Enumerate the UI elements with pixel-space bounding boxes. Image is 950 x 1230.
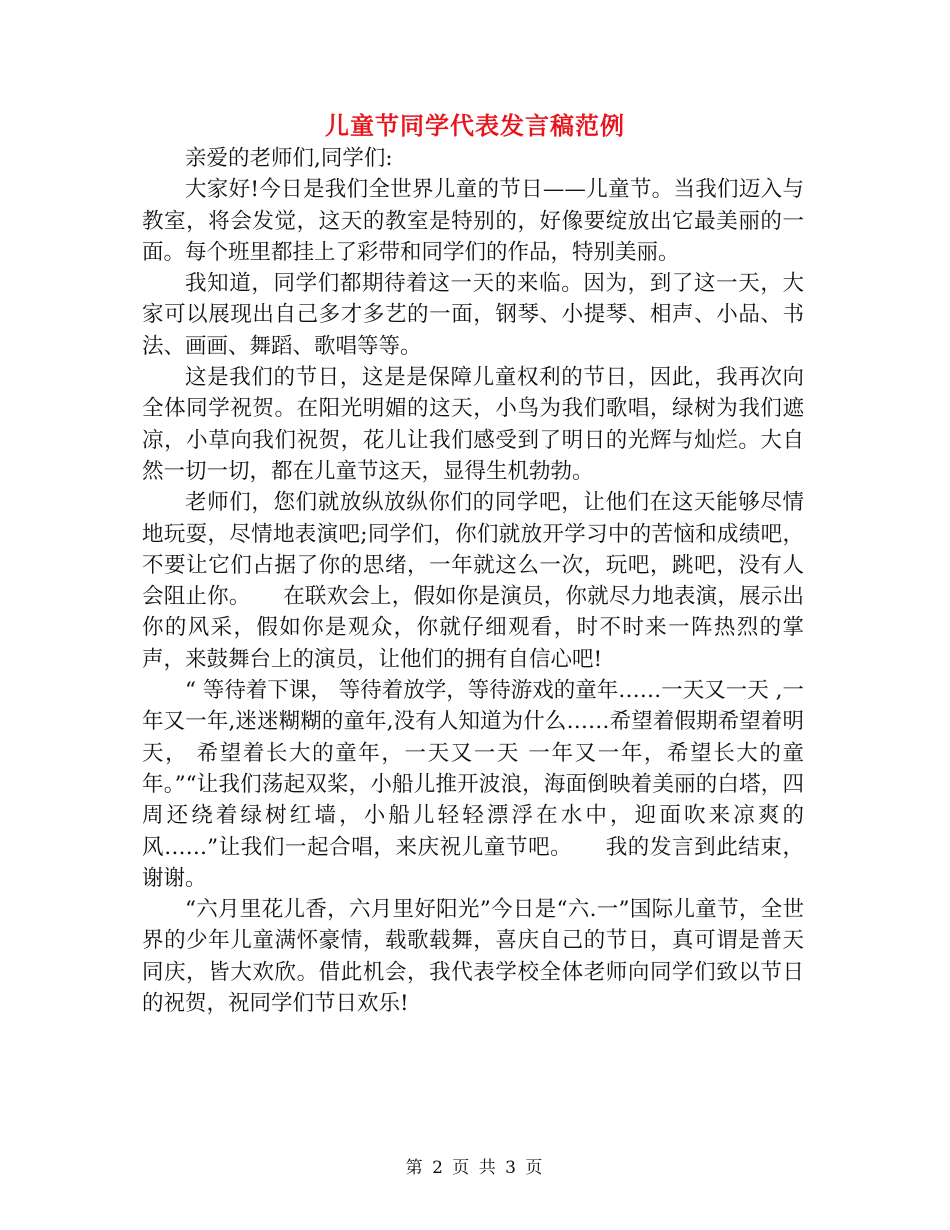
paragraph-1: 大家好!今日是我们全世界儿童的节日——儿童节。当我们迈入与教室，将会发觉，这天的教室是特别的，好像要绽放出它最美丽的一面。每个班里都挂上了彩带和同学们的作品，特别美丽。 [142,177,804,265]
paragraph-5: “ 等待着下课， 等待着放学，等待游戏的童年……一天又一天 ,一年又一年,迷迷糊糊的童年,没有人知道为什么……希望着假期希望着明天， 希望着长大的童年，一天又一天 一年又一年，希望长大的童年。”“让我们荡起双桨，小船儿推开波浪，海面倒映着美丽的白塔，四周还绕着绿树红墙，小船儿轻轻漂浮在水中，迎面吹来凉爽的风……”让我们一起合唱，来庆祝儿童节吧。 我的发言到此结束，谢谢。 [142,678,804,891]
paragraph-greeting: 亲爱的老师们,同学们: [185,146,393,171]
paragraph-3: 这是我们的节日，这是是保障儿童权利的节日，因此，我再次向全体同学祝贺。在阳光明媚的这天，小鸟为我们歌唱，绿树为我们遮凉，小草向我们祝贺，花儿让我们感受到了明日的光辉与灿烂。大自然一切一切，都在儿童节这天，显得生机勃勃。 [142,365,804,484]
document-title: 儿童节同学代表发言稿范例 [325,111,625,140]
paragraph-6: “六月里花儿香，六月里好阳光”今日是“六.一”国际儿童节，全世界的少年儿童满怀豪情，载歌载舞，喜庆自己的节日，真可谓是普天同庆，皆大欢欣。借此机会，我代表学校全体老师向同学们致以节日的祝贺，祝同学们节日欢乐! [142,897,804,1017]
page-number-footer: 第 2 页 共 3 页 [405,1158,545,1178]
paragraph-4: 老师们，您们就放纵放纵你们的同学吧，让他们在这天能够尽情地玩耍，尽情地表演吧;同学们，你们就放开学习中的苦恼和成绩吧，不要让它们占据了你的思绪，一年就这么一次，玩吧，跳吧，没有人会阻止你。 在联欢会上，假如你是演员，你就尽力地表演，展示出你的风采，假如你是观众，你就仔细观看，时不时来一阵热烈的掌声，来鼓舞台上的演员，让他们的拥有自信心吧! [142,490,804,672]
paragraph-2: 我知道，同学们都期待着这一天的来临。因为，到了这一天，大家可以展现出自己多才多艺的一面，钢琴、小提琴、相声、小品、书法、画画、舞蹈、歌唱等等。 [142,271,804,359]
document-body [142,143,804,1019]
